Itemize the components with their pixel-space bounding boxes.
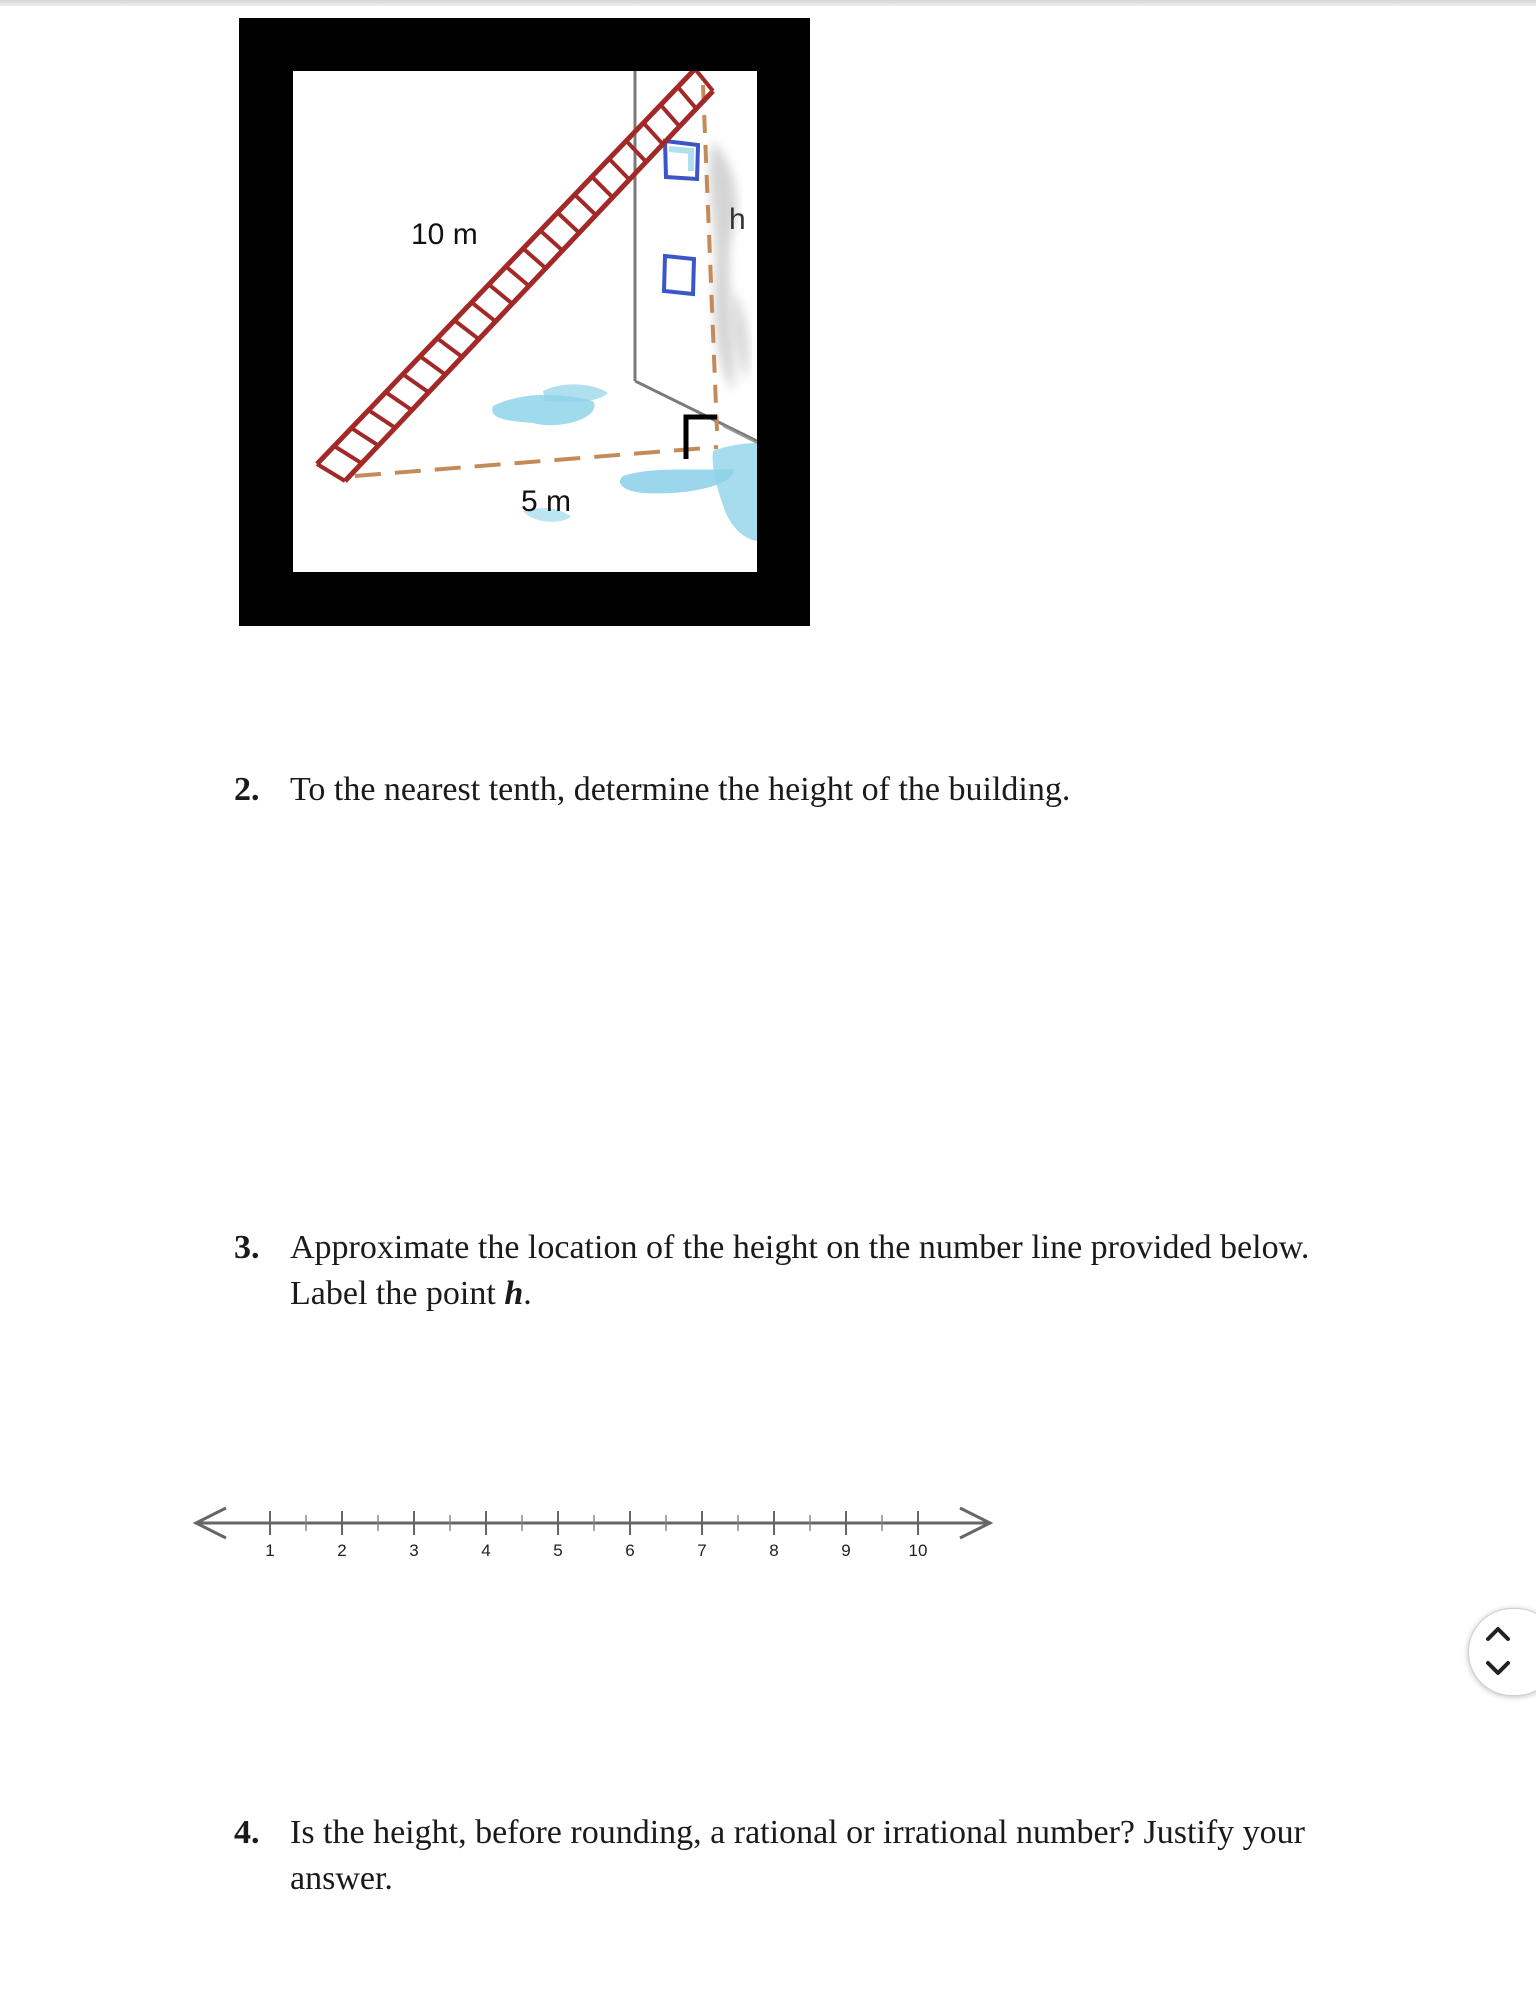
ladder-rung bbox=[661, 105, 680, 127]
ladder-rung bbox=[506, 267, 529, 287]
ladder-rung bbox=[523, 249, 546, 269]
number-line-label: 8 bbox=[769, 1541, 779, 1560]
ladder-rung bbox=[575, 195, 596, 215]
chevron-down-icon bbox=[1481, 1653, 1515, 1683]
ladder-rung bbox=[369, 410, 396, 428]
number-line-label: 2 bbox=[337, 1541, 347, 1560]
next-page-button[interactable] bbox=[1481, 1653, 1515, 1683]
previous-page-button[interactable] bbox=[1481, 1619, 1515, 1649]
ladder-rung bbox=[558, 213, 580, 233]
page-top-edge bbox=[0, 0, 1536, 6]
question-number: 3. bbox=[234, 1229, 260, 1266]
building-wall bbox=[635, 71, 757, 443]
number-line[interactable] bbox=[190, 1498, 1010, 1578]
ladder-diagram bbox=[293, 71, 757, 572]
question-text-main: Approximate the location of the height on the number line provided below. Label the point bbox=[290, 1229, 1310, 1312]
number-line-label: 7 bbox=[697, 1541, 707, 1560]
ladder-rung bbox=[592, 177, 613, 198]
ladder-rung bbox=[437, 338, 462, 357]
ladder-rung bbox=[334, 446, 362, 463]
chevron-up-icon bbox=[1481, 1619, 1515, 1649]
question-text: To the nearest tenth, determine the height of the building. bbox=[290, 771, 1071, 808]
variable-h: h bbox=[504, 1275, 524, 1312]
window-icon bbox=[664, 141, 698, 294]
base-length-label: 5 m bbox=[521, 485, 572, 518]
question-text: Is the height, before rounding, a rational or irrational number? Justify your answer. bbox=[290, 1814, 1305, 1897]
number-line-labels bbox=[265, 1541, 927, 1560]
ladder-rung bbox=[540, 231, 562, 251]
ladder-rung bbox=[643, 123, 662, 144]
number-line-label: 9 bbox=[841, 1541, 851, 1560]
question-number: 2. bbox=[234, 771, 260, 808]
question-text bbox=[290, 1225, 1370, 1317]
ladder-rung bbox=[403, 374, 429, 392]
number-line-label: 3 bbox=[409, 1541, 419, 1560]
page-nav-widget bbox=[1468, 1608, 1536, 1696]
ladder-rung bbox=[317, 464, 345, 481]
ladder-rung bbox=[678, 87, 696, 109]
ladder-rung bbox=[420, 356, 445, 374]
number-line-label: 5 bbox=[553, 1541, 563, 1560]
ladder-rung bbox=[489, 284, 512, 303]
number-line-label: 6 bbox=[625, 1541, 635, 1560]
number-line-label: 4 bbox=[481, 1541, 491, 1560]
ladder-rung bbox=[386, 392, 412, 410]
number-line-graphic bbox=[190, 1498, 1010, 1578]
ladder-rung bbox=[472, 302, 496, 321]
question-number: 4. bbox=[234, 1814, 260, 1851]
number-line-label: 1 bbox=[265, 1541, 275, 1560]
ladder-rung bbox=[351, 428, 378, 445]
ladder-figure bbox=[293, 71, 757, 572]
right-angle-marker bbox=[686, 417, 717, 459]
question-text-end: . bbox=[523, 1275, 532, 1312]
ladder-rung bbox=[454, 320, 478, 339]
ladder-rung bbox=[609, 159, 629, 180]
ladder-length-label: 10 m bbox=[411, 218, 478, 251]
number-line-label: 10 bbox=[908, 1541, 928, 1560]
height-dashed-line bbox=[703, 85, 717, 431]
height-variable-label: h bbox=[729, 203, 746, 236]
